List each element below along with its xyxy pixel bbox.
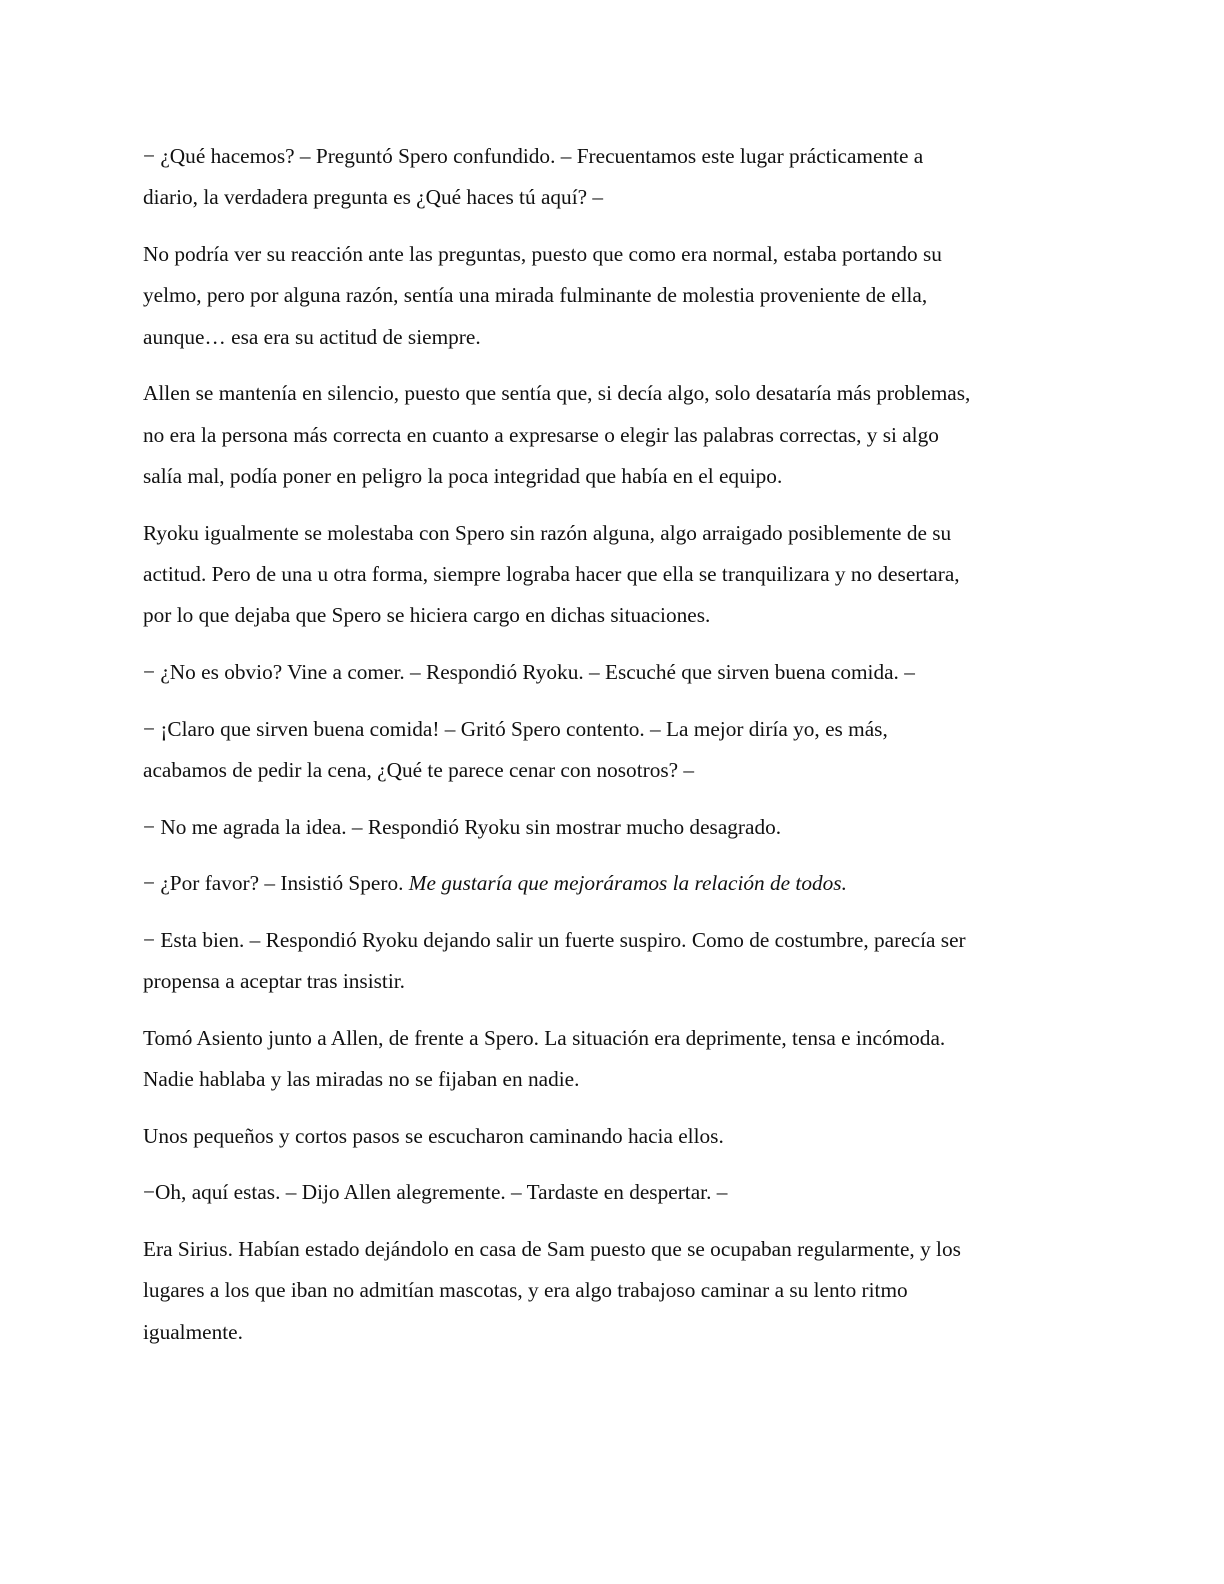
text-line: acabamos de pedir la cena, ¿Qué te parece cenar con nosotros? – [143, 758, 695, 783]
text-line: no era la persona más correcta en cuanto a expresarse o elegir las palabras correctas, y si algo [143, 422, 939, 447]
paragraph-5 [143, 652, 1083, 693]
dialogue-text: − ¿Por favor? – Insistió Spero. [143, 871, 409, 896]
paragraph-6 [143, 709, 1083, 792]
text-line: Nadie hablaba y las miradas no se fijaban en nadie. [143, 1067, 580, 1092]
text-line: Unos pequeños y cortos pasos se escucharon caminando hacia ellos. [143, 1123, 724, 1148]
paragraph-9 [143, 920, 1083, 1003]
text-line: − ¿No es obvio? Vine a comer. – Respondió Ryoku. – Escuché que sirven buena comida. – [143, 660, 915, 685]
paragraph-1 [143, 136, 1083, 219]
inner-thought-text: Me gustaría que mejoráramos la relación de todos. [408, 871, 847, 896]
text-line: − No me agrada la idea. – Respondió Ryoku sin mostrar mucho desagrado. [143, 814, 782, 839]
text-line: Ryoku igualmente se molestaba con Spero sin razón alguna, algo arraigado posiblemente de su [143, 520, 952, 545]
text-line: lugares a los que iban no admitían mascotas, y era algo trabajoso caminar a su lento ritmo [143, 1278, 908, 1303]
text-line-mixed [143, 863, 1083, 904]
text-line: No podría ver su reacción ante las preguntas, puesto que como era normal, estaba portando su [143, 241, 942, 266]
paragraph-7 [143, 807, 1083, 848]
text-line: Era Sirius. Habían estado dejándolo en casa de Sam puesto que se ocupaban regularmente, y los [143, 1236, 961, 1261]
paragraph-12 [143, 1172, 1083, 1213]
paragraph-13 [143, 1229, 1083, 1353]
text-line: por lo que dejaba que Spero se hiciera cargo en dichas situaciones. [143, 603, 711, 628]
text-line: − ¡Claro que sirven buena comida! – Gritó Spero contento. – La mejor diría yo, es más, [143, 716, 888, 741]
text-line: − ¿Qué hacemos? – Preguntó Spero confundido. – Frecuentamos este lugar prácticamente a [143, 144, 924, 168]
text-line: igualmente. [143, 1319, 243, 1344]
text-line: Tomó Asiento junto a Allen, de frente a Spero. La situación era deprimente, tensa e incómoda. [143, 1025, 946, 1050]
text-line: yelmo, pero por alguna razón, sentía una mirada fulminante de molestia proveniente de ella, [143, 283, 928, 308]
text-line: propensa a aceptar tras insistir. [143, 969, 405, 994]
document-page [143, 136, 1083, 1368]
text-line: salía mal, podía poner en peligro la poca integridad que había en el equipo. [143, 464, 783, 489]
paragraph-8 [143, 863, 1083, 904]
paragraph-10 [143, 1018, 1083, 1101]
text-line: Allen se mantenía en silencio, puesto que sentía que, si decía algo, solo desataría más problemas, [143, 381, 971, 406]
paragraph-2 [143, 234, 1083, 358]
text-line: actitud. Pero de una u otra forma, siempre lograba hacer que ella se tranquilizara y no desertara, [143, 562, 960, 587]
text-line: diario, la verdadera pregunta es ¿Qué haces tú aquí? – [143, 185, 604, 210]
text-line: − Esta bien. – Respondió Ryoku dejando salir un fuerte suspiro. Como de costumbre, parecía ser [143, 927, 966, 952]
paragraph-3 [143, 373, 1083, 497]
paragraph-11 [143, 1116, 1083, 1157]
text-line: aunque… esa era su actitud de siempre. [143, 324, 481, 349]
paragraph-4 [143, 513, 1083, 637]
text-line: −Oh, aquí estas. – Dijo Allen alegremente. – Tardaste en despertar. – [143, 1180, 728, 1205]
